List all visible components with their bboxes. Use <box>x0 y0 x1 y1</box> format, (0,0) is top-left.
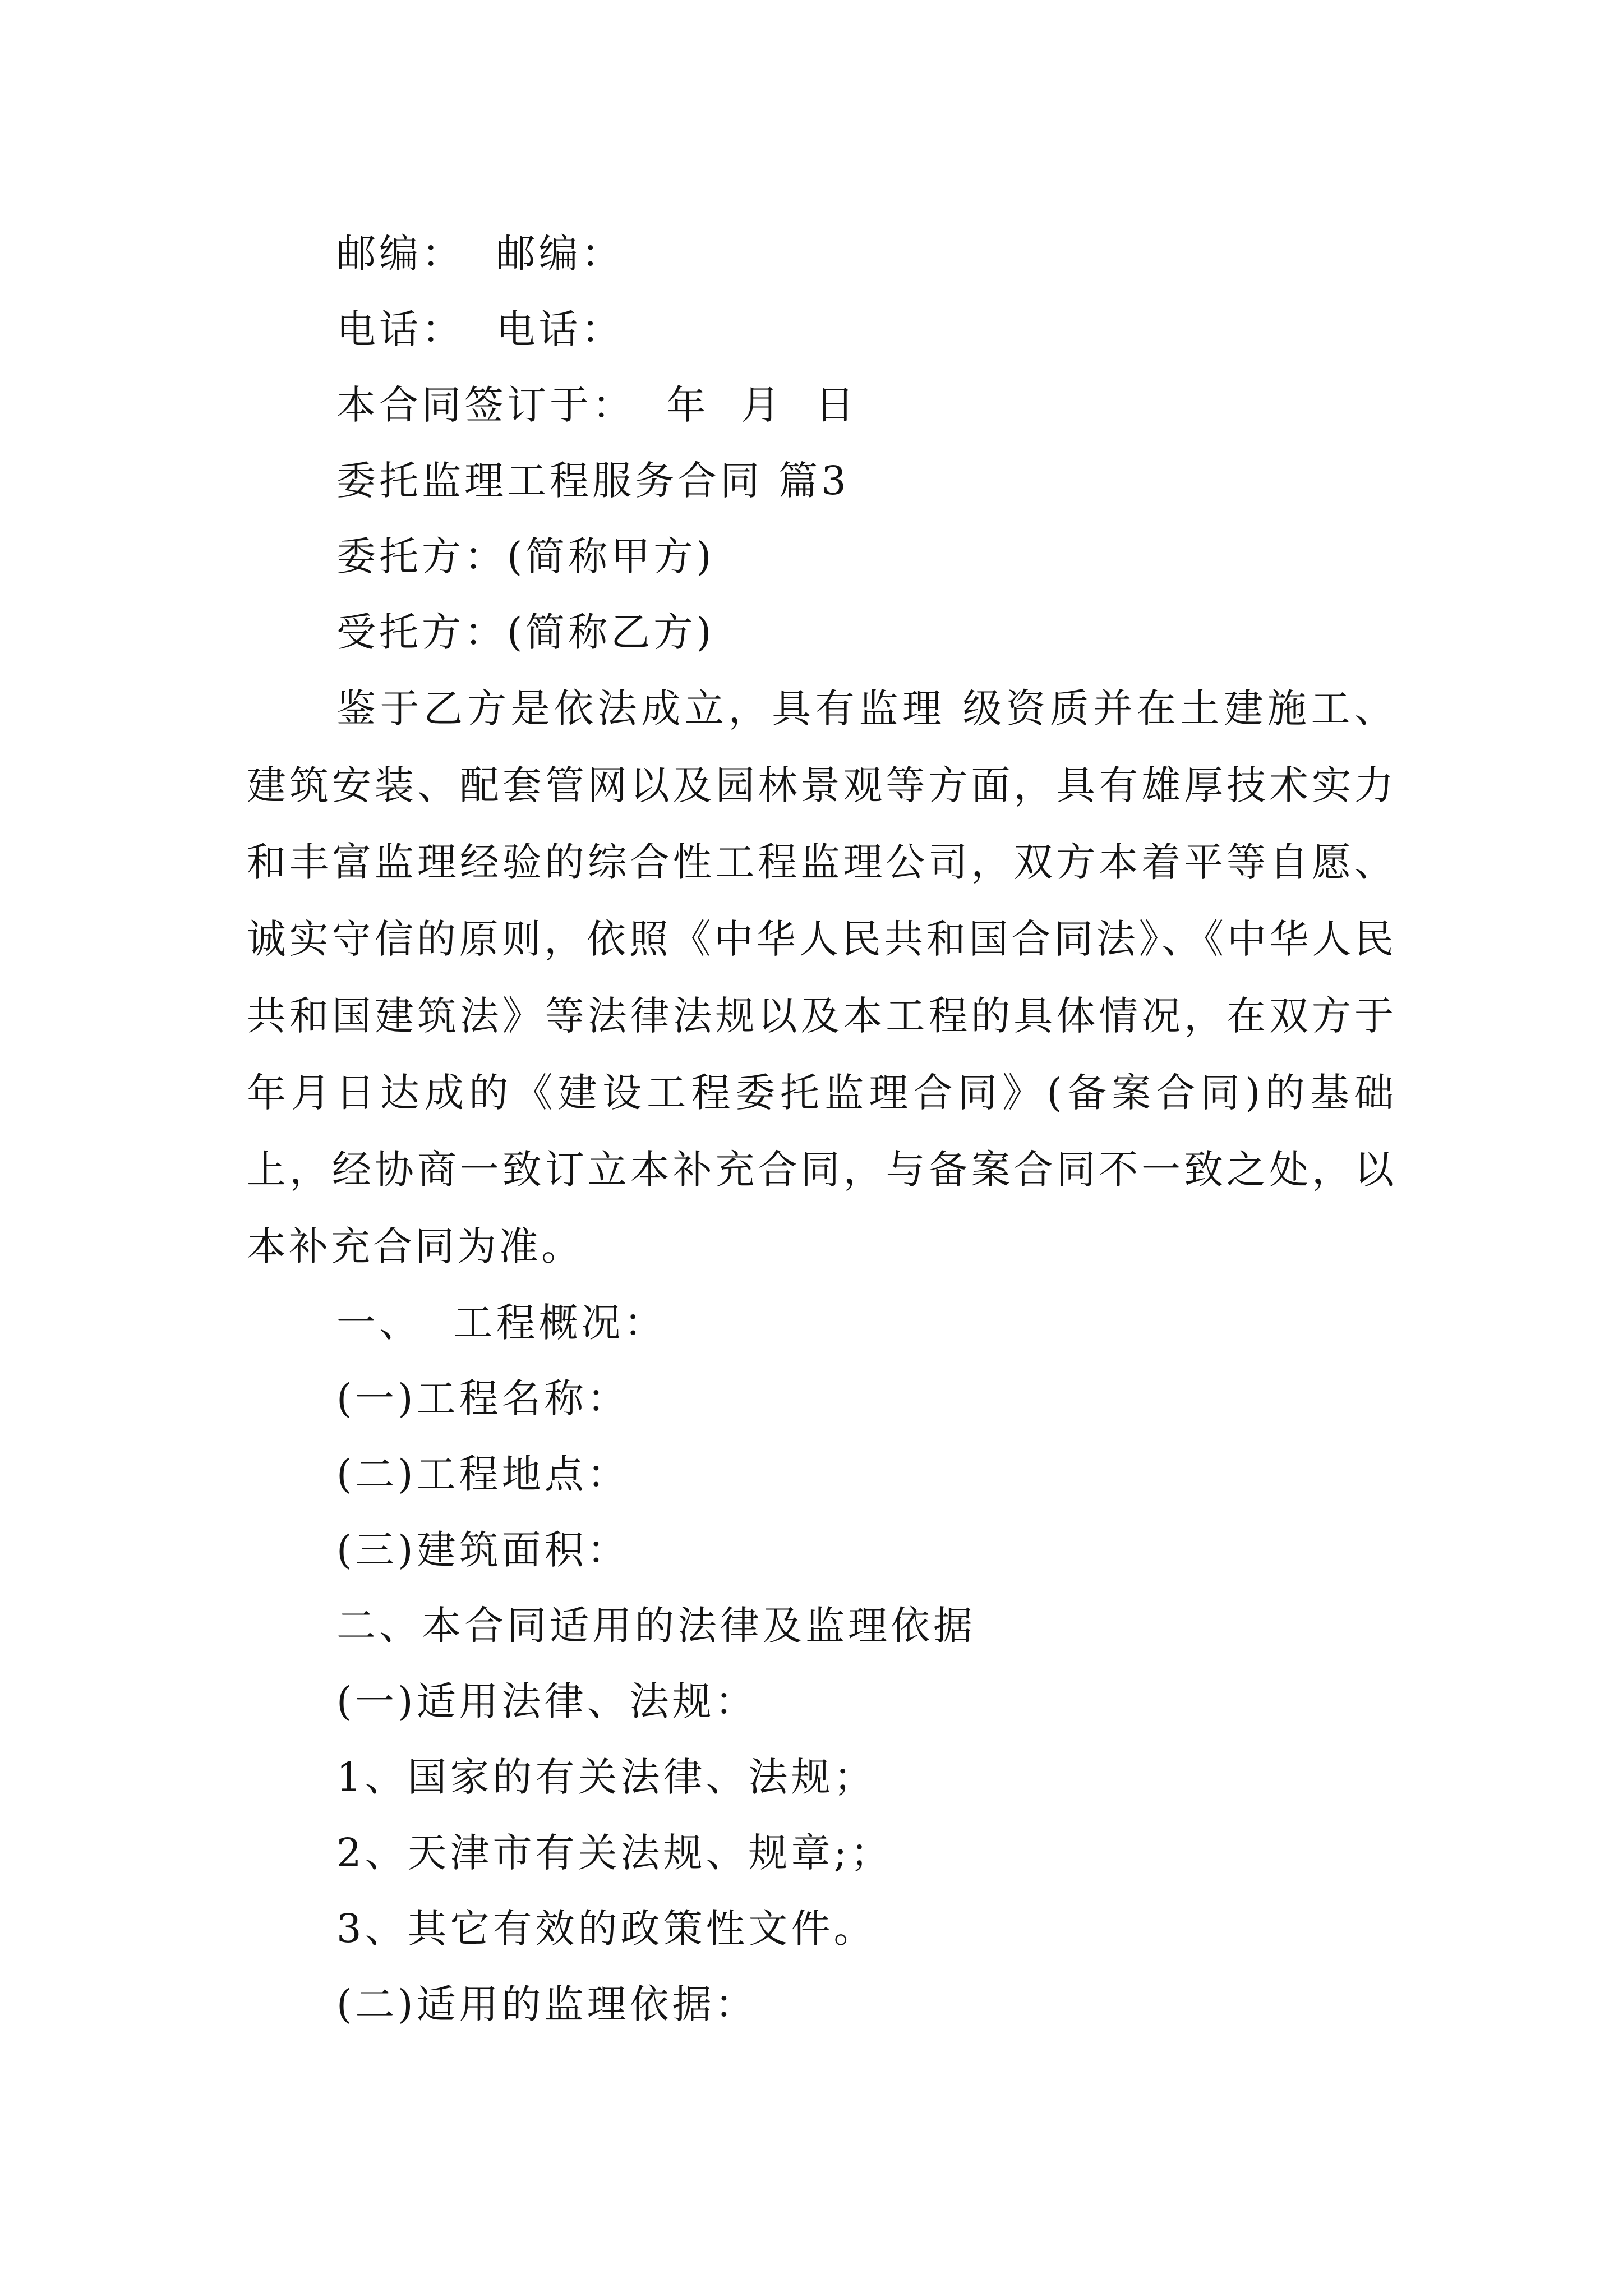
heading-project-overview: 一、 工程概况： <box>336 1300 667 1346</box>
preamble-paragraph: 鉴于乙方是依法成立，具有监理 级资质并在土建施工、建筑安装、配套管网以及园林景观等方面，具有雄厚技术实力和丰富监理经验的综合性工程监理公司，双方本着平等自愿、诚实守信的原则，依照《中华人民共和国合同法》、《中华人民共和国建筑法》等法律法规以及本工程的具体情况，在双方于年月日达成的《建设工程委托监理合同》(备案合同)的基础上，经协商一致订立本补充合同，与备案合同不一致之处，以本补充合同为准。 <box>247 685 1396 1269</box>
heading-applicable-law: 二、本合同适用的法律及监理依据 <box>336 1603 976 1649</box>
contractor-line: 受托方：(简称乙方) <box>336 609 715 655</box>
section-title: 委托监理工程服务合同 篇3 <box>336 458 850 504</box>
list-item-3: 3、其它有效的政策性文件。 <box>336 1906 877 1952</box>
postcode-line: 邮编： 邮编： <box>336 231 624 277</box>
applicable-laws-line: (一)适用法律、法规： <box>336 1678 758 1724</box>
project-name-line: (一)工程名称： <box>336 1375 630 1421</box>
list-item-2: 2、天津市有关法规、规章;； <box>336 1830 893 1876</box>
building-area-line: (三)建筑面积： <box>336 1527 630 1573</box>
list-item-1: 1、国家的有关法律、法规； <box>336 1754 877 1800</box>
phone-line: 电话： 电话： <box>336 306 624 352</box>
client-line: 委托方：(简称甲方) <box>336 533 715 579</box>
project-location-line: (二)工程地点： <box>336 1451 630 1497</box>
document-body <box>247 216 1396 2042</box>
supervision-basis-line: (二)适用的监理依据： <box>336 1981 758 2027</box>
signing-date-line: 本合同签订于： 年 月 日 <box>336 382 858 428</box>
